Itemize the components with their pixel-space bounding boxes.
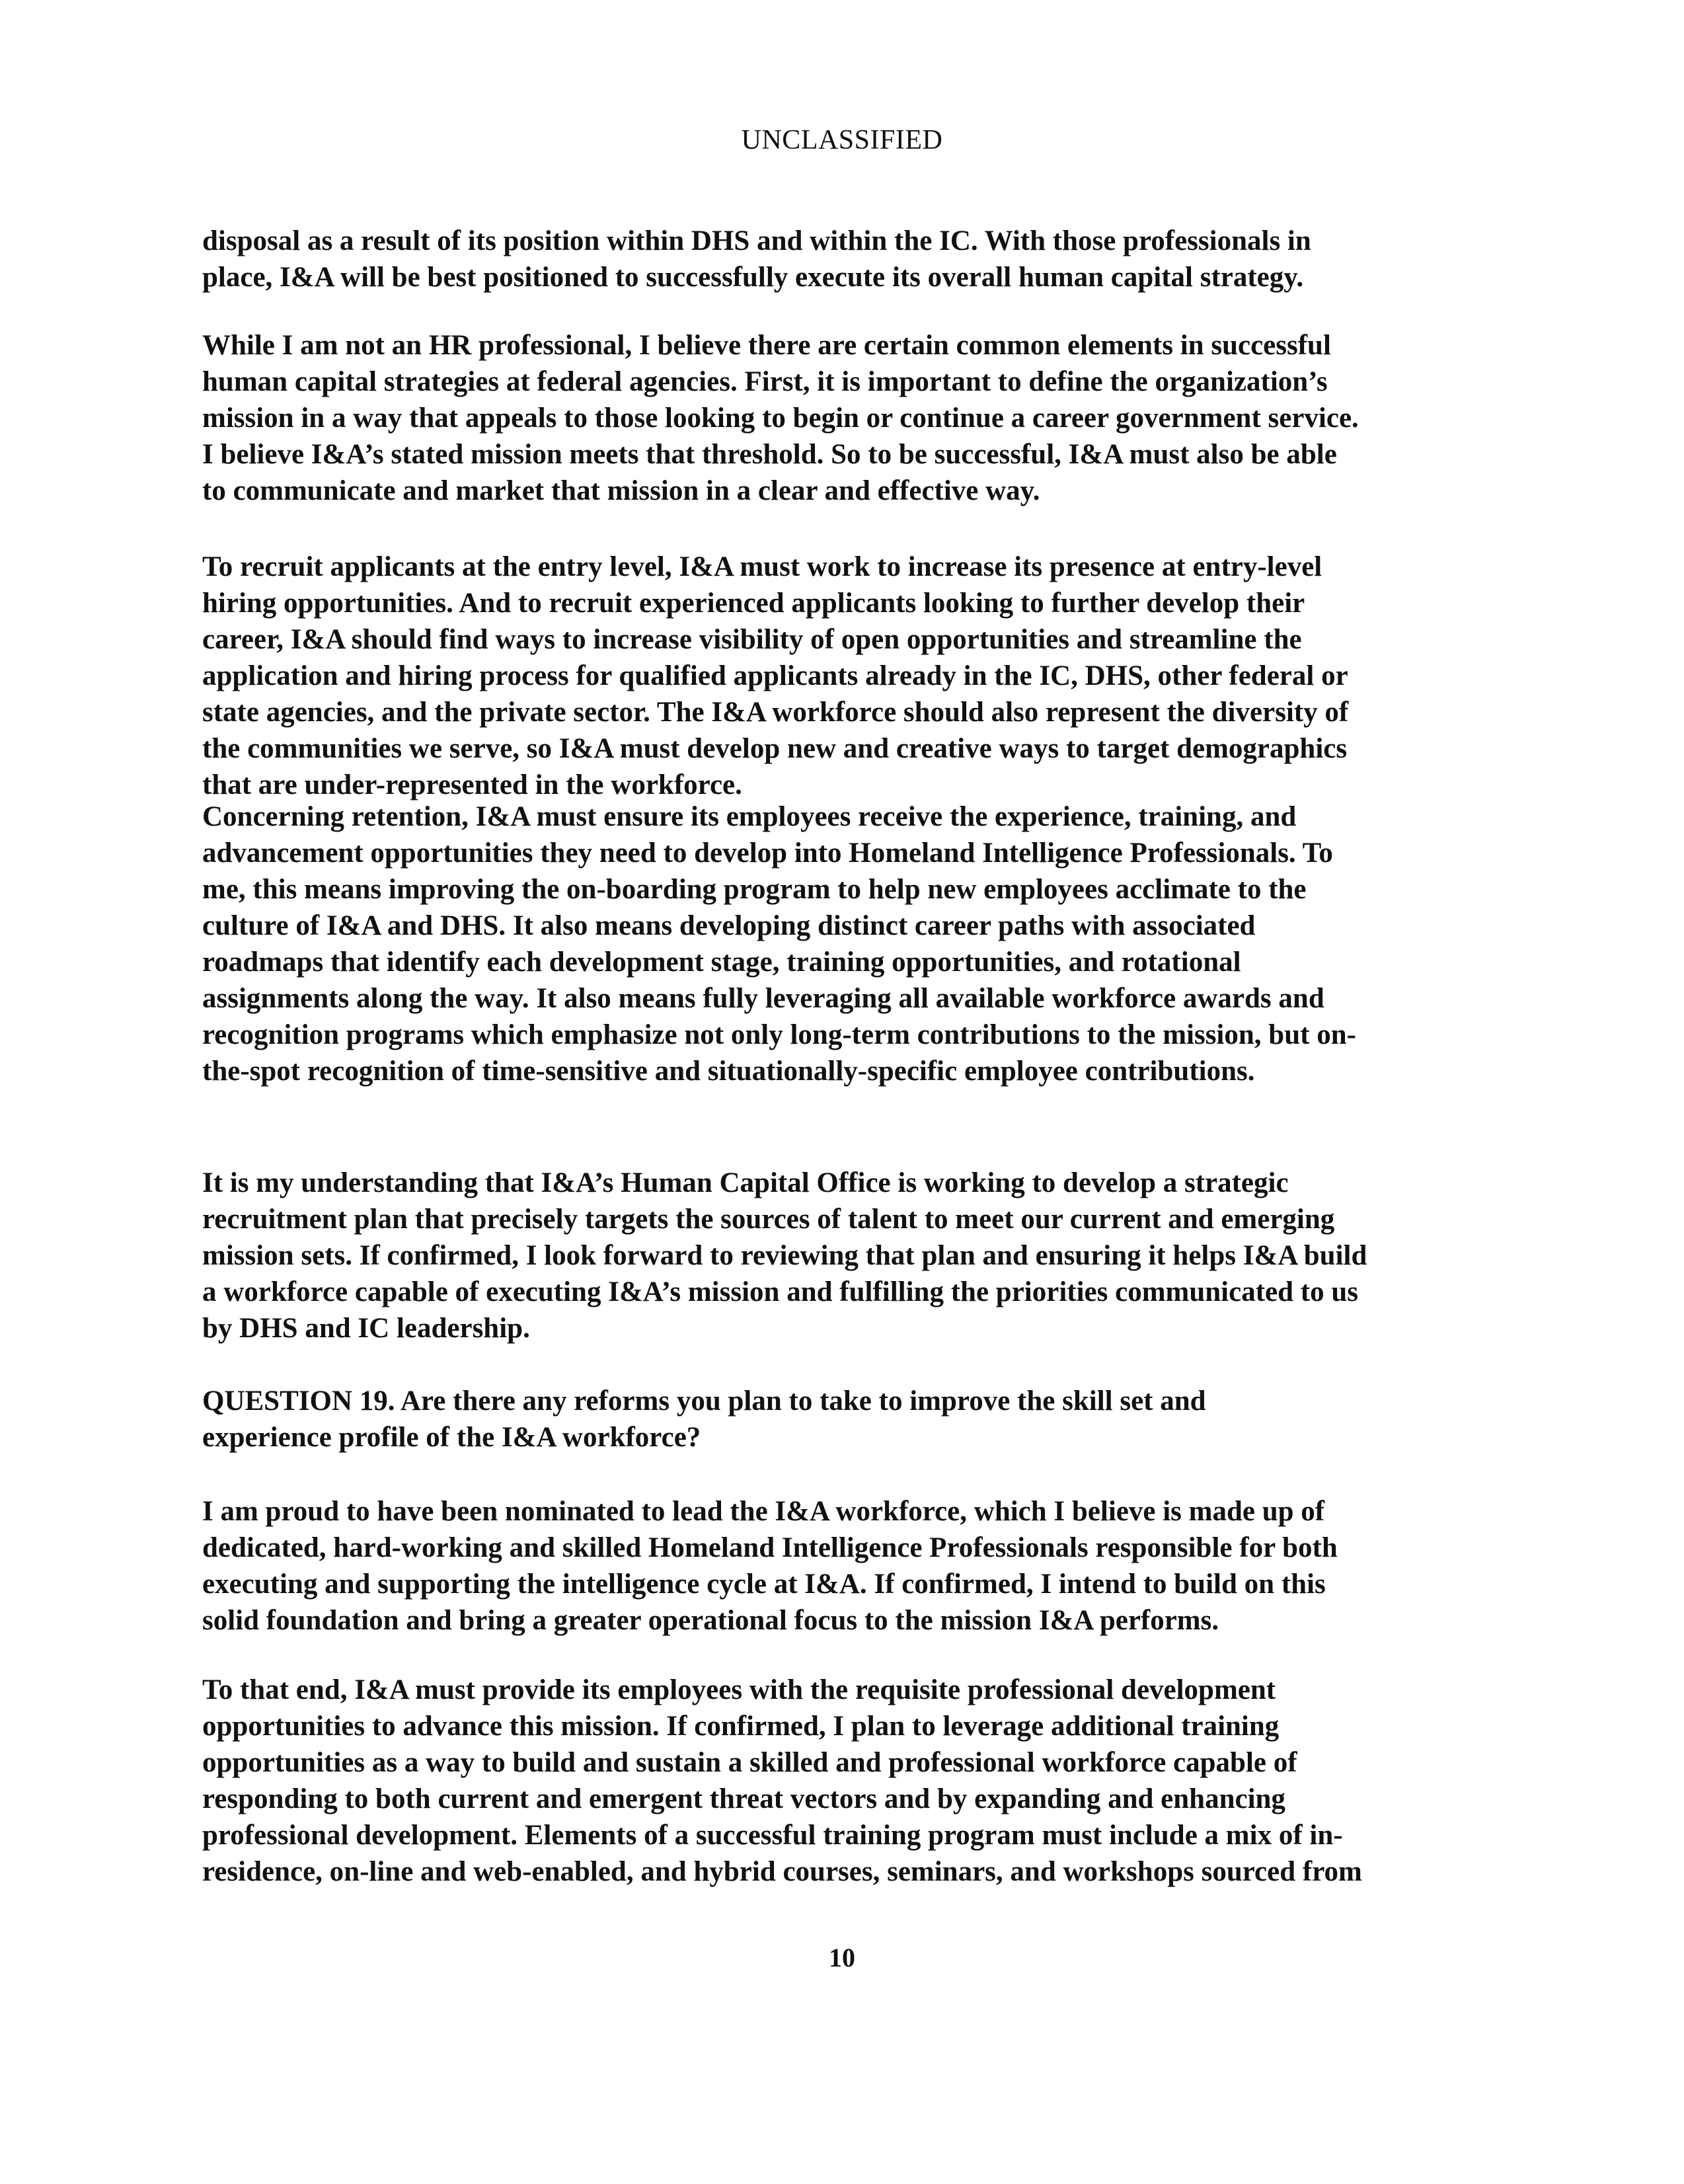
text-line: While I am not an HR professional, I believe there are certain common elements in successful [202, 330, 1331, 361]
text-line: I am proud to have been nominated to lead the I&A workforce, which I believe is made up of [202, 1496, 1325, 1527]
text-line: executing and supporting the intelligence cycle at I&A. If confirmed, I intend to build on this [202, 1569, 1326, 1600]
paragraph-5 [202, 1165, 1524, 1346]
text-line: the-spot recognition of time-sensitive and situationally-specific employee contributions. [202, 1056, 1255, 1087]
paragraph-1 [202, 223, 1524, 295]
text-line: roadmaps that identify each development stage, training opportunities, and rotational [202, 947, 1241, 978]
text-line: responding to both current and emergent threat vectors and by expanding and enhancing [202, 1783, 1285, 1814]
paragraph-3 [202, 549, 1524, 803]
text-line: I believe I&A’s stated mission meets that threshold. So to be successful, I&A must also be able [202, 439, 1337, 470]
text-line: residence, on-line and web-enabled, and hybrid courses, seminars, and workshops sourced from [202, 1856, 1362, 1887]
text-line: application and hiring process for qualified applicants already in the IC, DHS, other federal or [202, 660, 1348, 691]
paragraph-4 [202, 799, 1524, 1089]
paragraph-2 [202, 327, 1524, 509]
text-line: the communities we serve, so I&A must develop new and creative ways to target demographics [202, 733, 1348, 764]
page-number: 10 [829, 1943, 855, 1972]
question-19-heading [202, 1383, 1524, 1456]
text-line: mission in a way that appeals to those looking to begin or continue a career government service. [202, 403, 1359, 434]
paragraph-6 [202, 1493, 1524, 1639]
text-line: QUESTION 19. Are there any reforms you plan to take to improve the skill set and [202, 1385, 1206, 1417]
text-line: that are under-represented in the workforce. [202, 769, 742, 800]
text-line: me, this means improving the on-boarding program to help new employees acclimate to the [202, 874, 1307, 905]
text-line: professional development. Elements of a successful training program must include a mix of in- [202, 1820, 1343, 1851]
text-line: career, I&A should find ways to increase visibility of open opportunities and streamline the [202, 624, 1302, 655]
text-line: a workforce capable of executing I&A’s mission and fulfilling the priorities communicated to us [202, 1276, 1358, 1307]
text-line: Concerning retention, I&A must ensure its employees receive the experience, training, and [202, 801, 1297, 832]
text-line: recruitment plan that precisely targets the sources of talent to meet our current and emerging [202, 1204, 1335, 1235]
text-line: To that end, I&A must provide its employees with the requisite professional development [202, 1674, 1276, 1705]
text-line: to communicate and market that mission in a clear and effective way. [202, 475, 1040, 506]
text-line: by DHS and IC leadership. [202, 1313, 530, 1344]
text-line: assignments along the way. It also means fully leveraging all available workforce awards and [202, 983, 1324, 1014]
text-line: It is my understanding that I&A’s Human Capital Office is working to develop a strategic [202, 1167, 1289, 1198]
classification-header: UNCLASSIFIED [741, 125, 943, 155]
text-line: dedicated, hard-working and skilled Homeland Intelligence Professionals responsible for both [202, 1532, 1338, 1563]
text-line: mission sets. If confirmed, I look forward to reviewing that plan and ensuring it helps I&A build [202, 1240, 1367, 1271]
text-line: disposal as a result of its position within DHS and within the IC. With those professionals in [202, 225, 1311, 256]
text-line: recognition programs which emphasize not only long-term contributions to the mission, but on- [202, 1019, 1356, 1050]
text-line: To recruit applicants at the entry level, I&A must work to increase its presence at entry-level [202, 551, 1322, 582]
text-line: place, I&A will be best positioned to successfully execute its overall human capital strategy. [202, 262, 1304, 293]
text-line: culture of I&A and DHS. It also means developing distinct career paths with associated [202, 910, 1256, 941]
text-line: human capital strategies at federal agencies. First, it is important to define the organization’s [202, 366, 1328, 397]
text-line: opportunities to advance this mission. If confirmed, I plan to leverage additional training [202, 1711, 1280, 1742]
text-line: solid foundation and bring a greater operational focus to the mission I&A performs. [202, 1605, 1219, 1636]
text-line: experience profile of the I&A workforce? [202, 1422, 701, 1453]
paragraph-7 [202, 1672, 1524, 1890]
text-line: state agencies, and the private sector. The I&A workforce should also represent the diversity of [202, 697, 1349, 728]
text-line: advancement opportunities they need to develop into Homeland Intelligence Professionals. To [202, 838, 1333, 869]
text-line: opportunities as a way to build and sustain a skilled and professional workforce capable of [202, 1747, 1297, 1778]
text-line: hiring opportunities. And to recruit experienced applicants looking to further develop their [202, 588, 1305, 619]
